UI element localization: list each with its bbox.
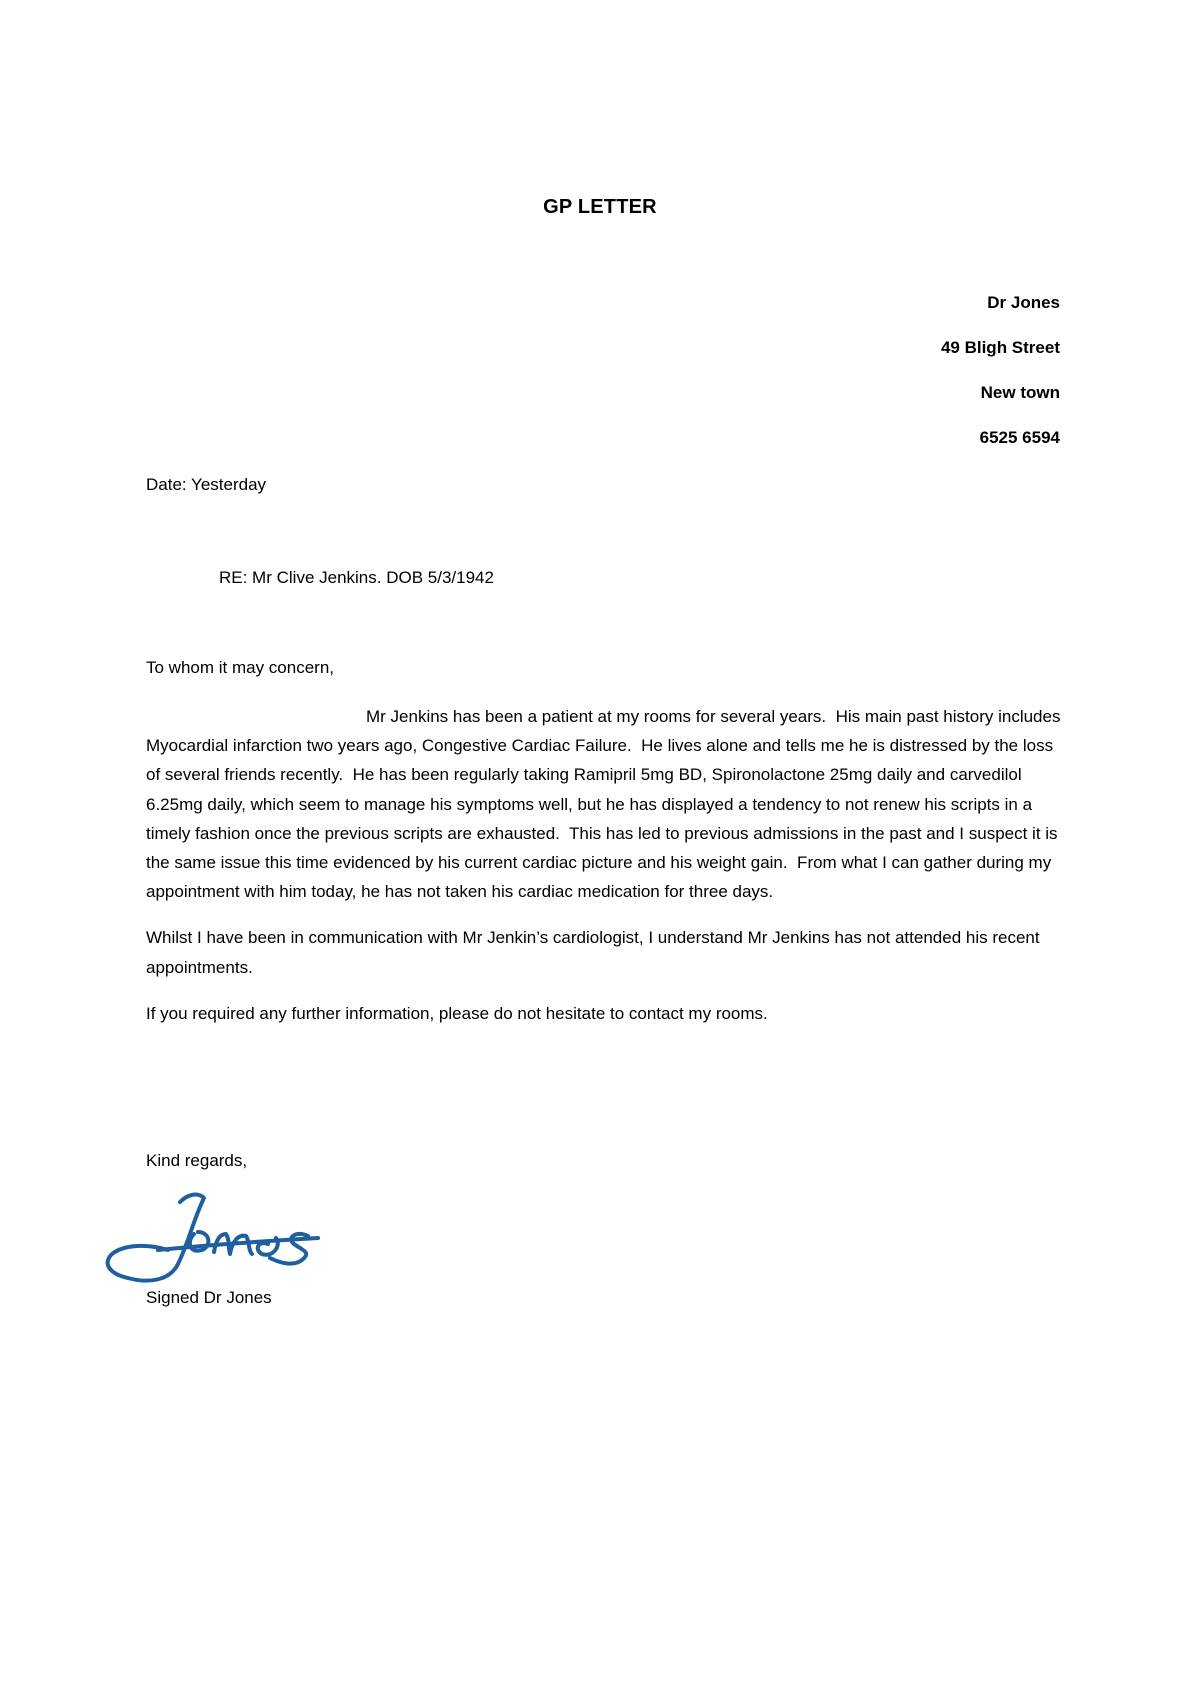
- body-paragraph-1-text: Mr Jenkins has been a patient at my rooms for several years. His main past history includes Myocardial infarction two years ago, Congestive Cardiac Failure. He lives alone and tells me he is distressed by the loss of several friends recently. He has been regularly taking Ramipril 5mg BD, Spironolactone 25mg daily and carvedilol 6.25mg daily, which seem to manage his symptoms well, but he has displayed a tendency to not renew his scripts in a timely fashion once the previous scripts are exhausted. This has led to previous admissions in the past and I suspect it is the same issue this time evidenced by his current cardiac picture and his weight gain. From what I can gather during my appointment with him today, he has not taken his cardiac medication for three days.: [146, 707, 1066, 902]
- date-line: Date: Yesterday: [146, 475, 267, 494]
- salutation: To whom it may concern,: [146, 658, 335, 677]
- body-paragraph-2: Whilst I have been in communication with Mr Jenkin’s cardiologist, I understand Mr Jenkins has not attended his recent appointments.: [146, 928, 1045, 977]
- sender-town: New town: [980, 383, 1060, 402]
- sender-name: Dr Jones: [987, 293, 1060, 312]
- handwritten-signature: [98, 1188, 328, 1288]
- sender-phone: 6525 6594: [979, 428, 1060, 447]
- re-line: RE: Mr Clive Jenkins. DOB 5/3/1942: [219, 568, 494, 587]
- signed-line: Signed Dr Jones: [146, 1288, 272, 1307]
- signature-stroke: [108, 1195, 318, 1281]
- letter-body: [146, 702, 1066, 1045]
- body-paragraph-3: If you required any further information, please do not hesitate to contact my rooms.: [146, 1003, 768, 1023]
- body-paragraph-1: [146, 702, 1066, 906]
- sender-address-block: [660, 292, 1060, 472]
- sender-street: 49 Bligh Street: [940, 338, 1060, 357]
- letter-title: GP LETTER: [543, 196, 657, 218]
- closing-line: Kind regards,: [146, 1151, 248, 1170]
